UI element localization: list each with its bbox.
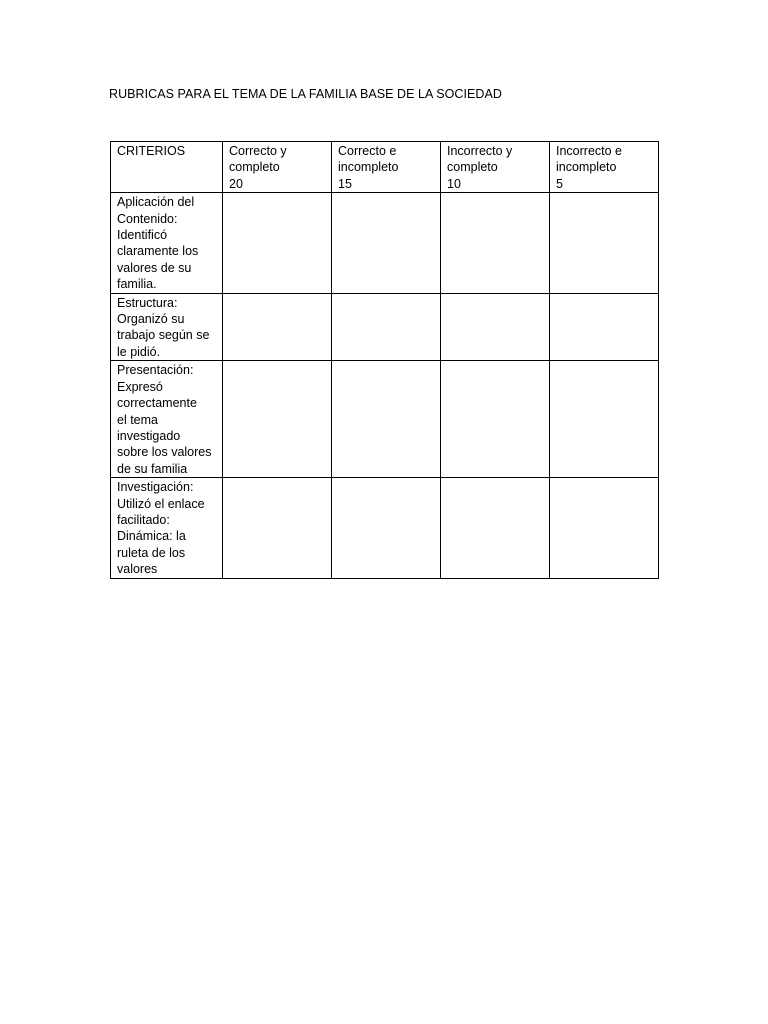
header-cell-correcto-completo bbox=[223, 142, 332, 193]
criterion-text: familia. bbox=[117, 277, 157, 292]
score-cell bbox=[332, 361, 441, 478]
score-cell bbox=[550, 193, 659, 293]
score-cell bbox=[332, 293, 441, 361]
header-text: incompleto bbox=[338, 160, 399, 175]
score-cell bbox=[550, 361, 659, 478]
criterion-cell-investigacion bbox=[111, 478, 223, 578]
header-text: Correcto y bbox=[229, 144, 287, 158]
score-cell bbox=[223, 193, 332, 293]
criterion-text: Estructura: bbox=[117, 295, 178, 310]
criterion-text: correctamente bbox=[117, 396, 197, 411]
header-text: Incorrecto e bbox=[556, 144, 623, 158]
criterion-text: Investigación: bbox=[117, 480, 194, 495]
criterion-text: Identificó bbox=[117, 228, 168, 243]
score-cell bbox=[332, 478, 441, 578]
criterion-text: Organizó su bbox=[117, 312, 185, 327]
header-text: completo bbox=[229, 160, 280, 175]
score-cell bbox=[223, 361, 332, 478]
table-row bbox=[111, 361, 659, 478]
criterion-text: sobre los valores bbox=[117, 445, 212, 460]
criterion-cell-presentacion bbox=[111, 361, 223, 478]
criterion-text: Presentación: bbox=[117, 363, 194, 378]
criterion-text: el tema bbox=[117, 412, 158, 427]
criterion-text: Contenido: bbox=[117, 211, 178, 226]
criterion-text: ruleta de los bbox=[117, 545, 186, 560]
header-text: Incorrecto y bbox=[447, 144, 513, 158]
rubric-table bbox=[110, 141, 659, 579]
criterion-text: valores bbox=[117, 562, 158, 577]
header-cell-correcto-incompleto bbox=[332, 142, 441, 193]
table-row bbox=[111, 193, 659, 293]
criterion-text: facilitado: bbox=[117, 512, 170, 527]
score-cell bbox=[223, 293, 332, 361]
header-text: completo bbox=[447, 160, 498, 175]
table-header-row bbox=[111, 142, 659, 193]
criterion-cell-estructura bbox=[111, 293, 223, 361]
criterion-text: le pidió. bbox=[117, 344, 161, 359]
score-cell bbox=[550, 478, 659, 578]
header-score: 15 bbox=[338, 176, 352, 191]
criterion-text: valores de su bbox=[117, 260, 192, 275]
criterion-text: Expresó bbox=[117, 379, 163, 394]
header-cell-criterios bbox=[111, 142, 223, 193]
score-cell bbox=[441, 293, 550, 361]
header-score: 5 bbox=[556, 176, 563, 191]
table-row bbox=[111, 293, 659, 361]
header-score: 20 bbox=[229, 176, 243, 191]
criterion-text: investigado bbox=[117, 428, 181, 443]
header-cell-incorrecto-incompleto bbox=[550, 142, 659, 193]
score-cell bbox=[550, 293, 659, 361]
header-text: Correcto e bbox=[338, 144, 397, 158]
header-cell-incorrecto-completo bbox=[441, 142, 550, 193]
criterion-text: Utilizó el enlace bbox=[117, 496, 205, 511]
criterion-text: Aplicación del bbox=[117, 195, 195, 210]
criterion-text: de su familia bbox=[117, 461, 188, 476]
header-text: CRITERIOS bbox=[117, 144, 186, 158]
criterion-text: trabajo según se bbox=[117, 328, 210, 343]
score-cell bbox=[441, 193, 550, 293]
criterion-cell-aplicacion bbox=[111, 193, 223, 293]
criterion-text: claramente los bbox=[117, 244, 199, 259]
document-title: RUBRICAS PARA EL TEMA DE LA FAMILIA BASE DE LA SOCIEDAD bbox=[109, 87, 502, 101]
criterion-text: Dinámica: la bbox=[117, 529, 186, 544]
score-cell bbox=[441, 478, 550, 578]
score-cell bbox=[441, 361, 550, 478]
score-cell bbox=[223, 478, 332, 578]
score-cell bbox=[332, 193, 441, 293]
header-text: incompleto bbox=[556, 160, 617, 175]
header-score: 10 bbox=[447, 176, 461, 191]
table-row bbox=[111, 478, 659, 578]
